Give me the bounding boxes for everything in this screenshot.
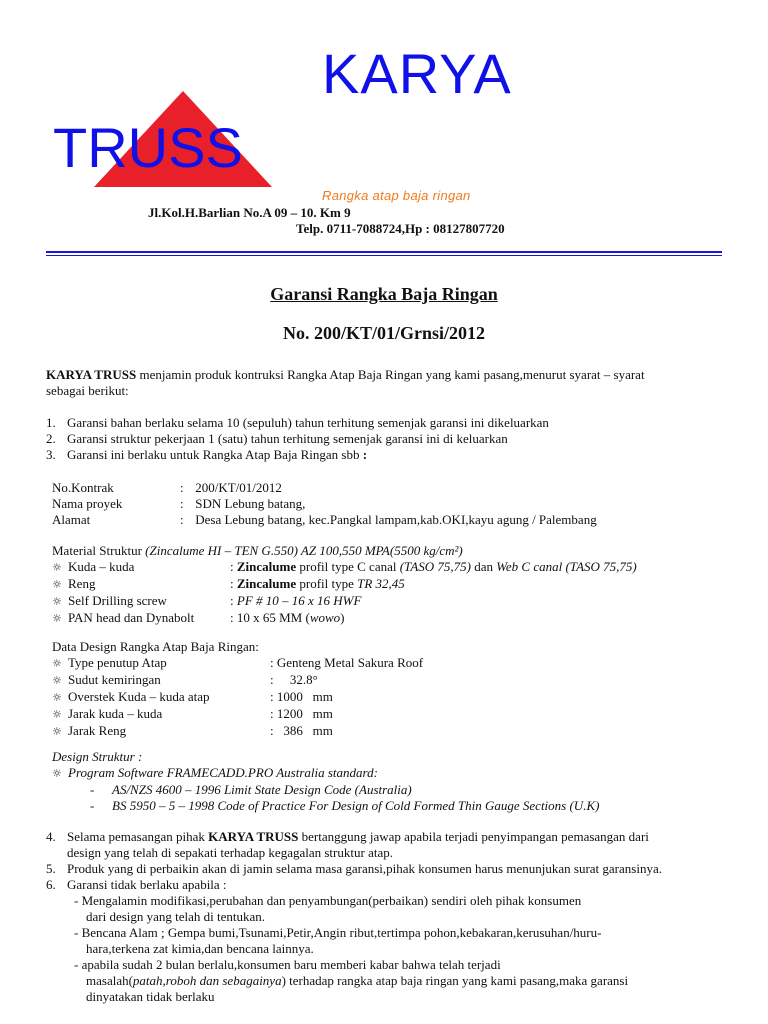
design-item: Overstek Kuda – kuda atap (68, 689, 210, 704)
list-number: 5. (46, 861, 56, 876)
sun-bullet-icon: ☼ (52, 657, 62, 670)
contract-sep: : (180, 480, 184, 495)
material-sep: : (230, 559, 237, 574)
material-value-2: ) (340, 610, 345, 625)
contract-label: Nama proyek (52, 496, 123, 511)
sun-bullet-icon: ☼ (52, 595, 62, 608)
material-spec-1: (TASO 75,75) (399, 559, 471, 574)
intro-paragraph (46, 367, 706, 399)
sun-bullet-icon: ☼ (52, 674, 62, 687)
sun-bullet-icon: ☼ (52, 767, 62, 780)
contract-sep: : (180, 512, 184, 527)
term-company: KARYA TRUSS (208, 829, 299, 844)
intro-text-2: sebagai berikut: (46, 383, 129, 398)
term-subitem: masalah( (86, 973, 133, 988)
term-text: design yang telah di sepakati terhadap kegagalan struktur atap. (67, 845, 393, 860)
term-text: Garansi tidak berlaku apabila : (67, 877, 227, 892)
design-item: Jarak kuda – kuda (68, 706, 163, 721)
material-spec-1: PF # 10 – 16 x 16 HWF (236, 593, 362, 608)
term-subitem: hara,terkena zat kimia,dan bencana lainnya. (86, 941, 314, 956)
design-struktur-label: Design Struktur : (52, 749, 143, 764)
sun-bullet-icon: ☼ (52, 561, 62, 574)
design-code: AS/NZS 4600 – 1996 Limit State Design Code (Australia) (112, 782, 412, 797)
term-subitem: dinyatakan tidak berlaku (86, 989, 215, 1004)
sun-bullet-icon: ☼ (52, 578, 62, 591)
list-text: Garansi ini berlaku untuk Rangka Atap Baja Ringan sbb (67, 447, 360, 462)
material-value: profil type (296, 576, 358, 591)
design-value: : 1200 mm (270, 706, 333, 721)
contract-value: Desa Lebung batang, kec.Pangkal lampam,kab.OKI,kayu agung / Palembang (192, 512, 597, 527)
design-value: : Genteng Metal Sakura Roof (270, 655, 424, 670)
terms-section (46, 829, 716, 1005)
term-subitem: dari design yang telah di tentukan. (86, 909, 266, 924)
list-item (46, 415, 716, 463)
term-subitem: ) terhadap rangka atap baja ringan yang kami pasang,maka garansi (281, 973, 629, 988)
document-title: Garansi Rangka Baja Ringan (270, 284, 498, 304)
term-text: Selama pemasangan pihak (67, 829, 209, 844)
list-suffix: : (359, 447, 368, 462)
term-subitem: - Bencana Alam ; Gempa bumi,Tsunami,Petir,Angin ribut,tertimpa pohon,kebakaran,kerusuhan/huru- (74, 925, 602, 940)
sun-bullet-icon: ☼ (52, 725, 62, 738)
contract-details (52, 480, 597, 528)
material-value: profil type C canal (296, 559, 400, 574)
intro-text: menjamin produk kontruksi Rangka Atap Baja Ringan yang kami pasang,menurut syarat – syarat (136, 367, 645, 382)
material-value-2: dan (470, 559, 497, 574)
contract-label: Alamat (52, 512, 91, 527)
sun-bullet-icon: ☼ (52, 691, 62, 704)
sun-bullet-icon: ☼ (52, 612, 62, 625)
material-label: Material Struktur (52, 543, 146, 558)
term-subitem-italic: patah,roboh dan sebagainya (132, 973, 282, 988)
term-subitem: - apabila sudah 2 bulan berlalu,konsumen baru memberi kabar bahwa telah terjadi (74, 957, 501, 972)
document-number: No. 200/KT/01/Grnsi/2012 (282, 323, 486, 343)
contract-sep: : (180, 496, 184, 511)
company-address: Jl.Kol.H.Barlian No.A 09 – 10. Km 9 (148, 205, 351, 220)
design-value: : 1000 mm (270, 689, 333, 704)
design-code: BS 5950 – 5 – 1998 Code of Practice For Design of Cold Formed Thin Gauge Sections (U.K) (112, 798, 600, 813)
material-sep: : (230, 576, 237, 591)
list-text: Garansi struktur pekerjaan 1 (satu) tahun terhitung semenjak garansi ini di keluarkan (67, 431, 508, 446)
sun-bullet-icon: ☼ (52, 708, 62, 721)
contract-value: SDN Lebung batang, (192, 496, 306, 511)
company-phone: Telp. 0711-7088724,Hp : 08127807720 (296, 221, 505, 236)
design-struktur-section: Design Struktur : ☼ Program Software FRAMECADD.PRO Australia standard: - AS/NZS 4600 – 1996 Limit State Design Code (Australia) - BS 5950 – 5 – 1998 Code of Practice For Design of Cold Formed Thin Gauge Sections (U.K) (52, 749, 600, 813)
list-number: 1. (46, 415, 56, 430)
design-data-section (52, 639, 423, 740)
material-brand: Zincalume (236, 576, 297, 591)
material-item: Reng (68, 576, 96, 591)
material-sep: : (230, 610, 237, 625)
design-item: Jarak Reng (68, 723, 127, 738)
material-spec-2: Web C canal (TASO 75,75) (496, 559, 637, 574)
material-value: 10 x 65 MM ( (236, 610, 310, 625)
intro-company: KARYA TRUSS (46, 367, 137, 382)
list-number: 4. (46, 829, 56, 844)
material-spec-1: wowo (309, 610, 341, 625)
design-item: Sudut kemiringan (68, 672, 161, 687)
term-text: bertanggung jawap apabila terjadi penyimpangan pemasangan dari (298, 829, 649, 844)
list-number: 2. (46, 431, 56, 446)
material-sep: : (230, 593, 237, 608)
list-number: 6. (46, 877, 56, 892)
term-subitem: - Mengalamin modifikasi,perubahan dan penyambungan(perbaikan) sendiri oleh pihak konsumen (74, 893, 582, 908)
list-number: 3. (46, 447, 56, 462)
term-text: Produk yang di perbaikin akan di jamin selama masa garansi,pihak konsumen harus menunjukan surat garansinya. (67, 861, 662, 876)
logo-karya: KARYA (322, 42, 512, 105)
material-spec-1: TR 32,45 (357, 576, 405, 591)
material-section (52, 543, 637, 627)
design-value: : 32.8° (270, 672, 318, 687)
design-item: Type penutup Atap (68, 655, 167, 670)
material-spec: (Zincalume HI – TEN G.550) AZ 100,550 MPA(5500 kg/cm²) (145, 543, 463, 558)
material-item: Kuda – kuda (68, 559, 135, 574)
logo-truss: TRUSS (53, 116, 243, 179)
contract-value: 200/KT/01/2012 (192, 480, 282, 495)
list-text: Garansi bahan berlaku selama 10 (sepuluh) tahun terhitung semenjak garansi ini dikeluarkan (67, 415, 549, 430)
design-value: : 386 mm (270, 723, 333, 738)
header-divider (46, 251, 722, 256)
design-program: Program Software FRAMECADD.PRO Australia standard: (68, 765, 378, 780)
design-data-label: Data Design Rangka Atap Baja Ringan: (52, 639, 259, 654)
material-item: Self Drilling screw (68, 593, 167, 608)
material-item: PAN head dan Dynabolt (68, 610, 195, 625)
material-brand: Zincalume (236, 559, 297, 574)
contract-label: No.Kontrak (52, 480, 114, 495)
logo-tagline: Rangka atap baja ringan (322, 188, 471, 203)
